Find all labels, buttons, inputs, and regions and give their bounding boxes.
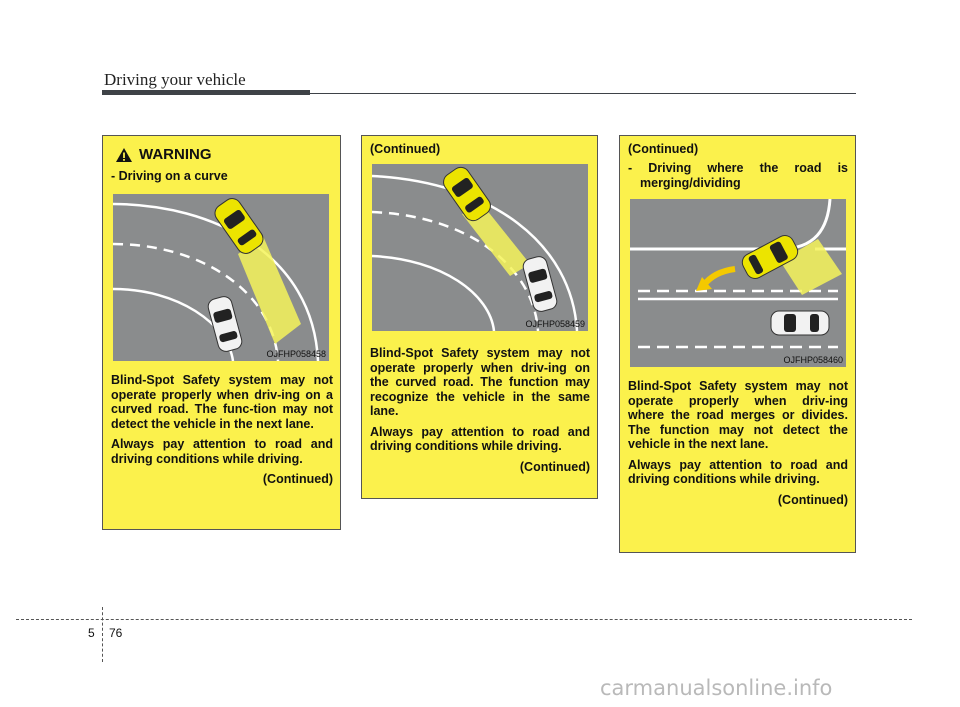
warning-paragraph: Blind-Spot Safety system may not operate properly when driv-ing where the road merges or divides. The function may not detect the vehicle in the next lane.	[628, 379, 848, 451]
page-header-title: Driving your vehicle	[104, 70, 246, 89]
warning-paragraph: Blind-Spot Safety system may not operate properly when driv-ing on the curved road. The function may recognize the vehicle in the same lane.	[370, 346, 590, 418]
warning-title: WARNING	[139, 146, 212, 163]
page-number: 76	[109, 626, 123, 640]
warning-body	[628, 379, 848, 508]
footer-divider	[102, 607, 103, 662]
warning-subtitle-cont: merging/dividing	[640, 176, 741, 190]
warning-subtitle: - Driving where the road is	[628, 161, 848, 175]
watermark: carmanualsonline.info	[600, 676, 833, 700]
continued-label: (Continued)	[519, 459, 590, 474]
warning-box-curve	[102, 135, 341, 530]
curve-road-illustration-2	[372, 164, 588, 331]
header-bar	[102, 90, 310, 95]
continued-top-label: (Continued)	[628, 142, 699, 156]
merging-road-illustration	[630, 199, 846, 367]
warning-paragraph: Always pay attention to road and driving conditions while driving.	[111, 437, 333, 466]
image-code: OJFHP058460	[783, 355, 843, 365]
continued-label: (Continued)	[777, 492, 848, 507]
continued-top-label: (Continued)	[370, 142, 441, 156]
warning-paragraph: Always pay attention to road and driving conditions while driving.	[370, 424, 590, 453]
image-code: OJFHP058459	[525, 319, 585, 329]
warning-paragraph: Always pay attention to road and driving conditions while driving.	[628, 457, 848, 486]
warning-subtitle: - Driving on a curve	[111, 169, 228, 183]
header-rule	[310, 93, 856, 94]
warning-body	[370, 346, 590, 475]
continued-label: (Continued)	[262, 472, 333, 486]
curve-road-illustration	[113, 194, 329, 361]
warning-heading	[115, 146, 212, 163]
warning-paragraph: Blind-Spot Safety system may not operate properly when driv-ing on a curved road. The func-tion may not detect the vehicle in the next lane.	[111, 373, 333, 431]
chapter-number: 5	[88, 626, 95, 640]
warning-box-curve-same-lane	[361, 135, 598, 499]
image-code: OJFHP058458	[266, 349, 326, 359]
warning-triangle-icon	[115, 147, 133, 163]
warning-body	[111, 373, 333, 487]
warning-box-merging	[619, 135, 856, 553]
footer-rule	[16, 619, 912, 620]
